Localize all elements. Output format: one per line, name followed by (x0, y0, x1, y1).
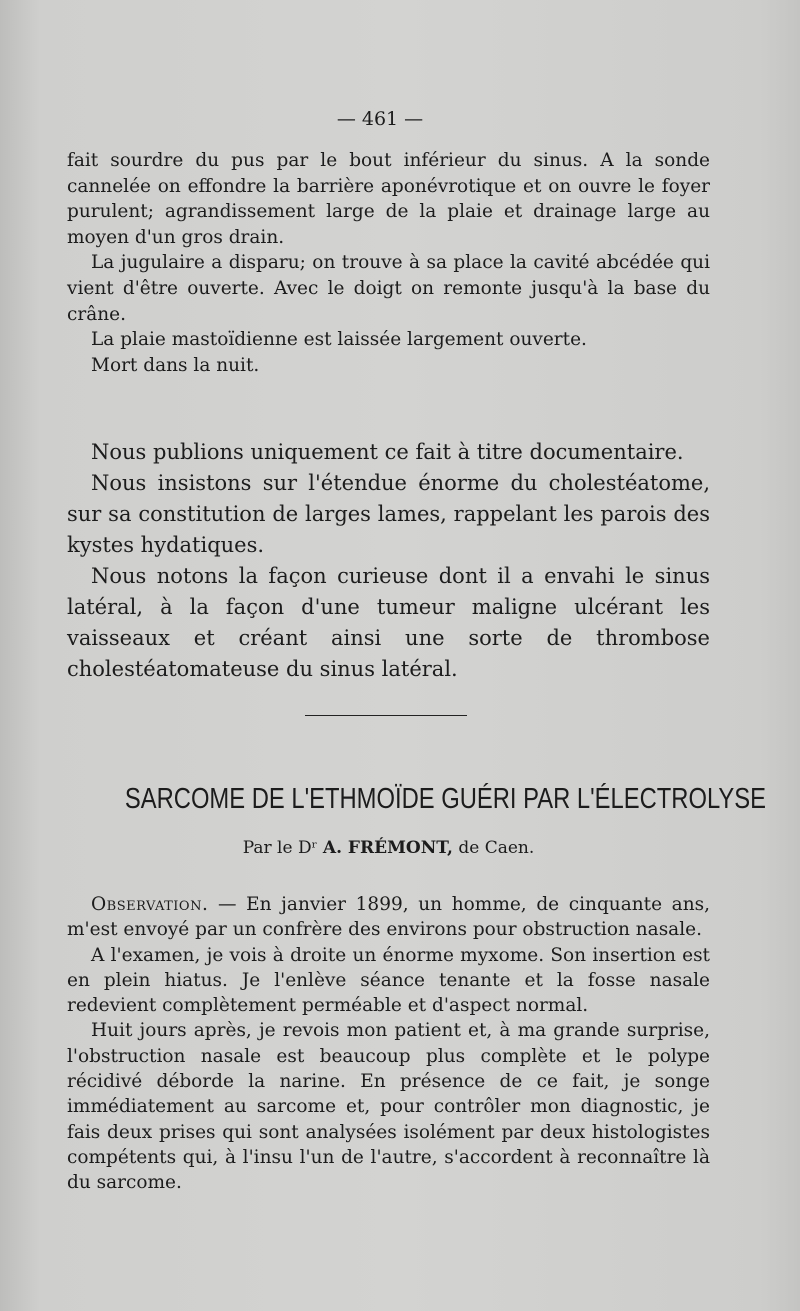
paragraph: Mort dans la nuit. (91, 354, 260, 376)
case-conclusion-text (67, 148, 710, 378)
paragraph: Huit jours après, je revois mon patient et, à ma grande surprise, l'obstruction nasale est beaucoup plus complète et le polype récidivé déborde la narine. En présence de ce fait, je songe immédiatement au sarcome et, pour contrôler mon diagnostic, je fais deux prises qui sont analysées isolément par deux histologistes compétents qui, à l'insu l'un de l'autre, s'accordent à reconnaître là du sarcome. (67, 1020, 710, 1194)
paragraph-text: — En janvier 1899, un homme, de cinquante ans, m'est envoyé par un confrère des environs pour obstruction nasale. (67, 894, 710, 941)
byline-suffix: de Caen. (458, 838, 535, 858)
author-name: A. FRÉMONT, (322, 838, 453, 858)
observation-label: Observation. (91, 894, 209, 915)
paragraph: Nous insistons sur l'étendue énorme du cholestéatome, sur sa constitution de larges lames, rappelant les parois des kystes hydatiques. (67, 471, 710, 557)
byline-prefix: Par le Dʳ (242, 838, 318, 858)
article-byline (67, 838, 710, 858)
commentary-text (67, 437, 710, 685)
section-divider (305, 715, 467, 716)
paragraph: La plaie mastoïdienne est laissée largement ouverte. (91, 329, 587, 351)
paragraph: Nous publions uniquement ce fait à titre documentaire. (91, 440, 684, 464)
article-title: SARCOME DE L'ETHMOÏDE GUÉRI PAR L'ÉLECTROLYSE (124, 783, 767, 815)
paragraph (67, 892, 710, 943)
paragraph: Nous notons la façon curieuse dont il a envahi le sinus latéral, à la façon d'une tumeur maligne ulcérant les vaisseaux et créant ainsi une sorte de thrombose cholestéatomateuse du sinus latéral. (67, 564, 710, 681)
paragraph: A l'examen, je vois à droite un énorme myxome. Son insertion est en plein hiatus. Je l'enlève séance tenante et la fosse nasale redevient complètement perméable et d'aspect normal. (67, 944, 710, 1017)
observation-text (67, 892, 710, 1196)
page-number: — 461 — (336, 108, 424, 130)
paragraph: fait sourdre du pus par le bout inférieur du sinus. A la sonde cannelée on effondre la barrière aponévrotique et on ouvre le foyer purulent; agrandissement large de la plaie et drainage large au moyen d'un gros drain. (67, 150, 710, 248)
paragraph: La jugulaire a disparu; on trouve à sa place la cavité abcédée qui vient d'être ouverte. Avec le doigt on remonte jusqu'à la base du crâne. (67, 252, 710, 325)
